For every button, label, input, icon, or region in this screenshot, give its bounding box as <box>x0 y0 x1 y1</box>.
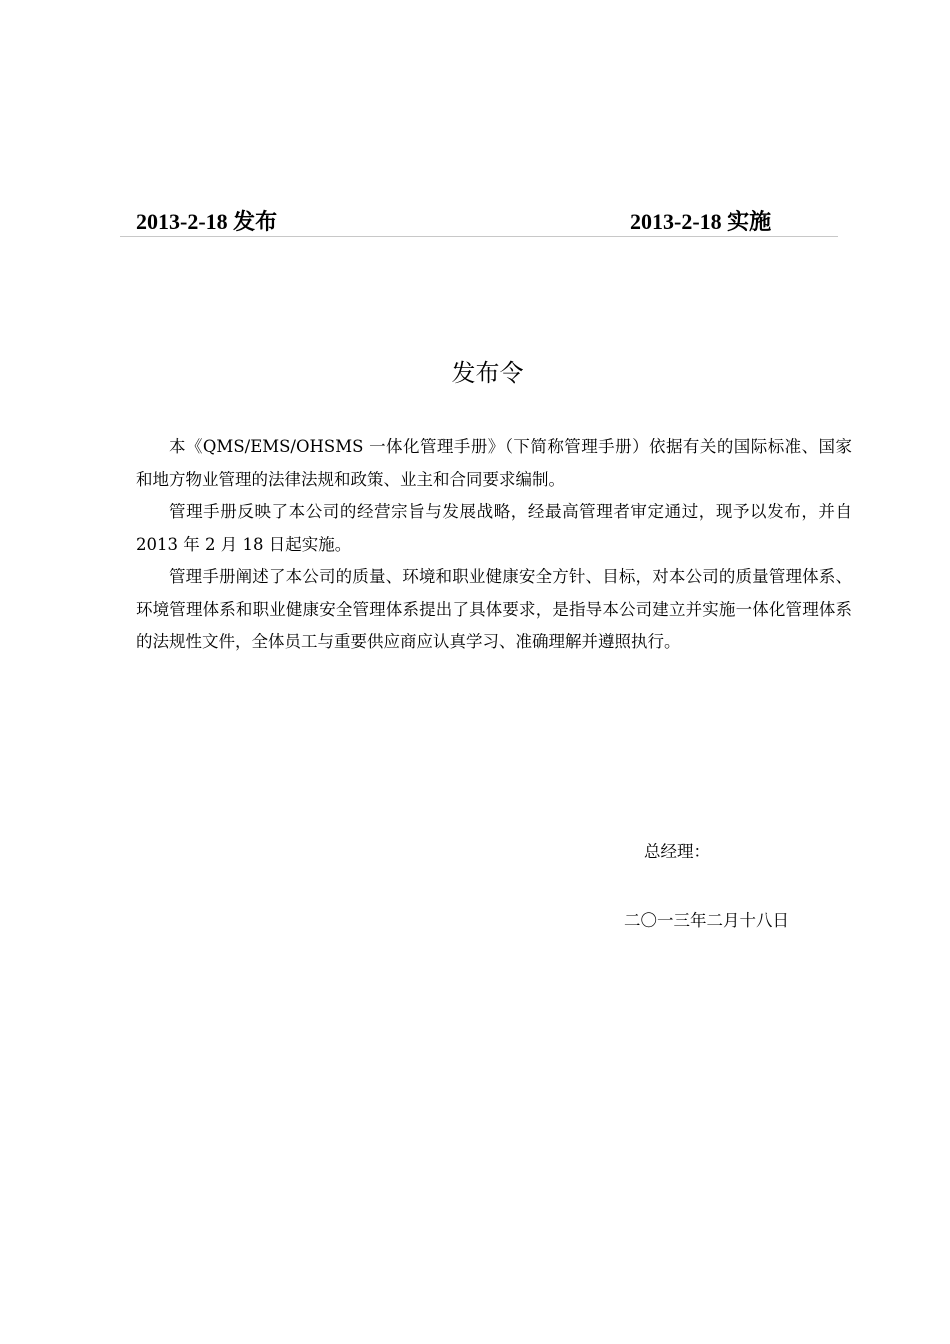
publish-date: 2013-2-18 发布 <box>136 209 278 234</box>
paragraph-1: 本《QMS/EMS/OHSMS 一体化管理手册》（下简称管理手册）依据有关的国际标准、国家和地方物业管理的法律法规和政策、业主和合同要求编制。 <box>136 437 852 489</box>
page-title: 发布令 <box>451 359 524 387</box>
paragraph-2: 管理手册反映了本公司的经营宗旨与发展战略，经最高管理者审定通过，现予以发布，并自 2013 年 2 月 18 日起实施。 <box>136 502 852 554</box>
effective-date: 2013-2-18 实施 <box>630 209 772 234</box>
signature-date: 二〇一三年二月十八日 <box>624 911 789 930</box>
paragraph-3: 管理手册阐述了本公司的质量、环境和职业健康安全方针、目标，对本公司的质量管理体系、环境管理体系和职业健康安全管理体系提出了具体要求，是指导本公司建立并实施一体化管理体系的法规性文件，全体员工与重要供应商应认真学习、准确理解并遵照执行。 <box>136 567 852 651</box>
signer-label: 总经理： <box>644 842 710 861</box>
date-header-row <box>120 208 838 237</box>
document-body <box>136 431 852 659</box>
